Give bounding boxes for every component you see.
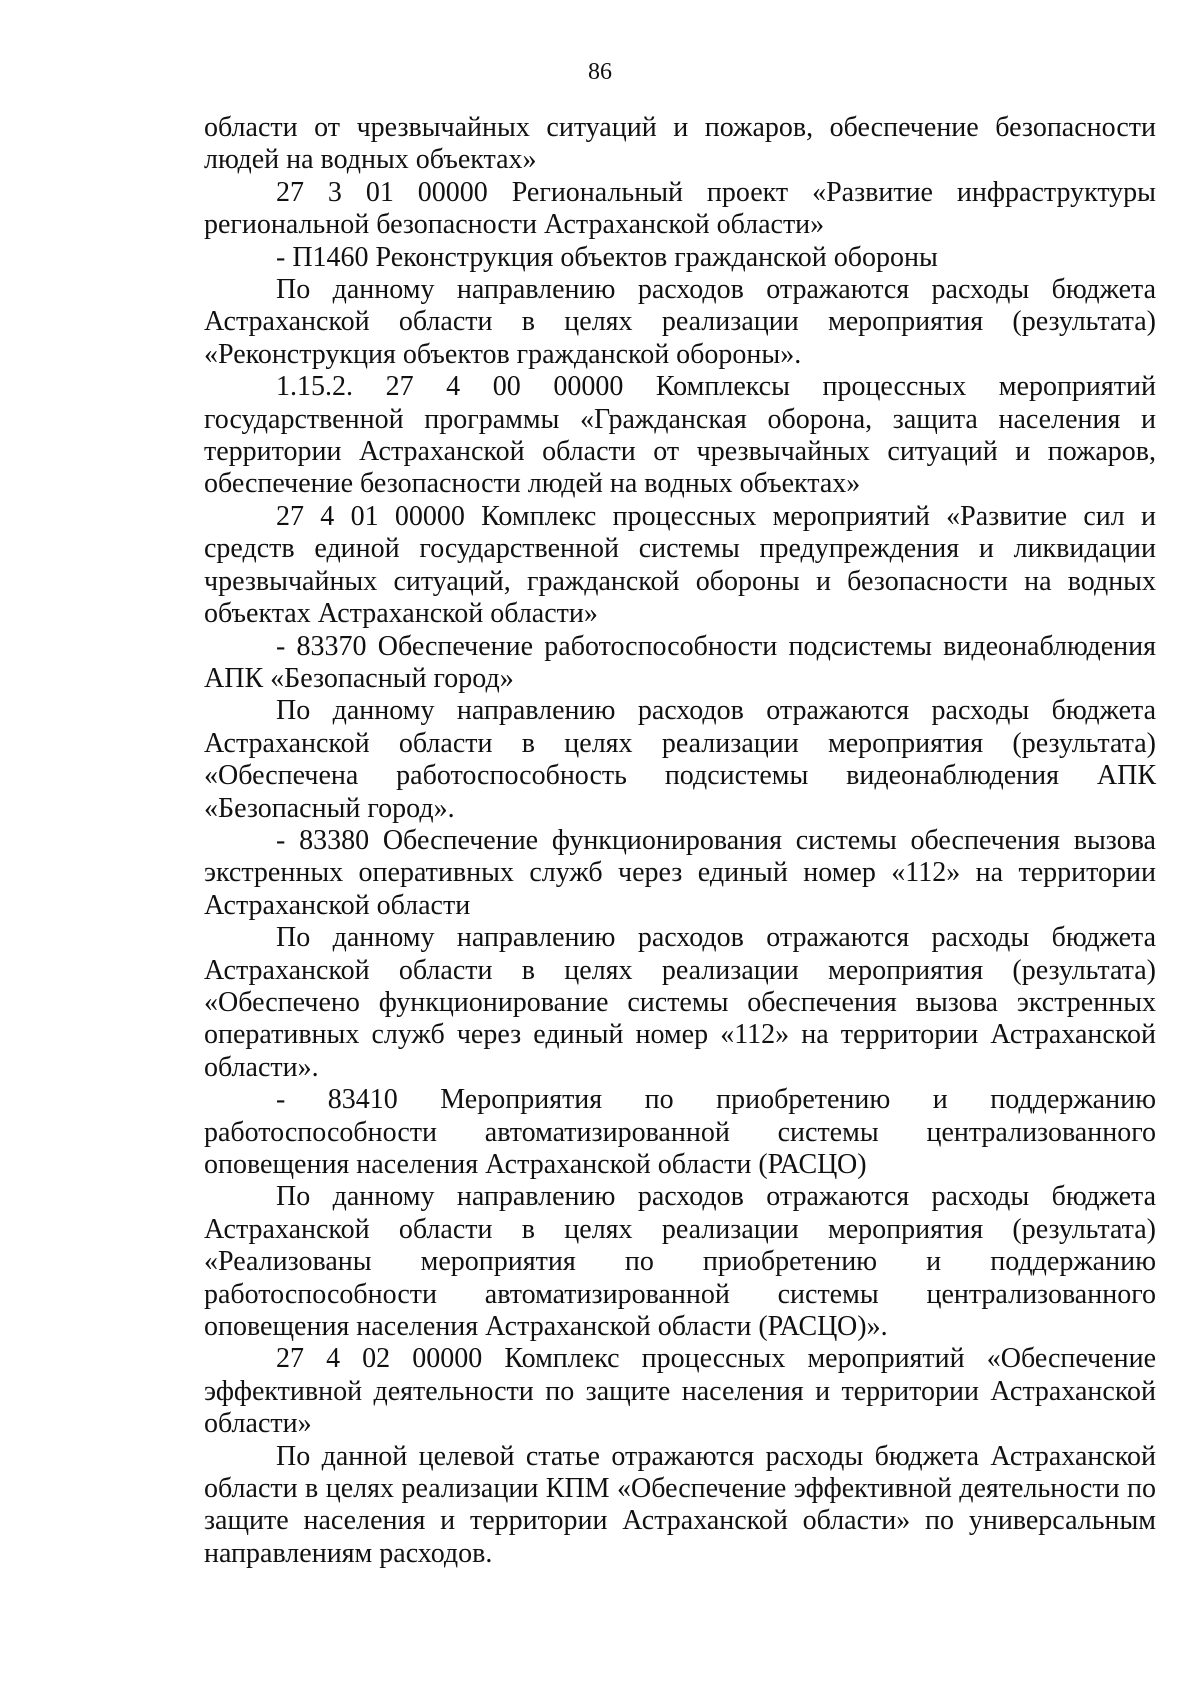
paragraph-continuation: области от чрезвычайных ситуаций и пожаров, обеспечение безопасности людей на водных объектах» — [204, 112, 1156, 176]
paragraph-description-p1460: По данному направлению расходов отражаются расходы бюджета Астраханской области в целях реализации мероприятия (результата) «Реконструкция объектов гражданской обороны». — [204, 274, 1156, 370]
paragraph-item-p1460: - П1460 Реконструкция объектов гражданской обороны — [276, 241, 938, 273]
paragraph-description-27-4-02: По данной целевой статье отражаются расходы бюджета Астраханской области в целях реализации КПМ «Обеспечение эффективной деятельности по защите населения и территории Астраханской области» по универсальным направлениям расходов. — [204, 1440, 1156, 1569]
paragraph-description-83380: По данному направлению расходов отражаются расходы бюджета Астраханской области в целях реализации мероприятия (результата) «Обеспечено функционирование системы обеспечения вызова экстренных оперативных служб через единый номер «112» на территории Астраханской области». — [204, 922, 1156, 1083]
paragraph-complex-27-4-01: 27 4 01 00000 Комплекс процессных мероприятий «Развитие сил и средств единой государственной системы предупреждения и ликвидации чрезвычайных ситуаций, гражданской обороны и безопасности на водных объектах Астраханской области» — [204, 500, 1156, 630]
page-number: 86 — [588, 59, 612, 85]
paragraph-section-1-15-2: 1.15.2. 27 4 00 00000 Комплексы процессных мероприятий государственной программы «Гражданская оборона, защита населения и территории Астраханской области от чрезвычайных ситуаций и пожаров, обеспечение безопасности людей на водных объектах» — [204, 371, 1156, 500]
paragraph-item-83380: - 83380 Обеспечение функционирования системы обеспечения вызова экстренных оперативных служб через единый номер «112» на территории Астраханской области — [204, 824, 1156, 921]
paragraph-item-83410: - 83410 Мероприятия по приобретению и поддержанию работоспособности автоматизированной системы централизованного оповещения населения Астраханской области (РАСЦО) — [204, 1084, 1156, 1180]
document-body — [204, 112, 1156, 1570]
paragraph-description-83410: По данному направлению расходов отражаются расходы бюджета Астраханской области в целях реализации мероприятия (результата) «Реализованы мероприятия по приобретению и поддержанию работоспособности автоматизированной системы централизованного оповещения населения Астраханской области (РАСЦО)». — [204, 1181, 1156, 1343]
paragraph-complex-27-4-02: 27 4 02 00000 Комплекс процессных мероприятий «Обеспечение эффективной деятельности по защите населения и территории Астраханской области» — [204, 1343, 1156, 1440]
paragraph-regional-project: 27 3 01 00000 Региональный проект «Развитие инфраструктуры региональной безопасности Астраханской области» — [204, 176, 1156, 241]
paragraph-description-83370: По данному направлению расходов отражаются расходы бюджета Астраханской области в целях реализации мероприятия (результата) «Обеспечена работоспособность подсистемы видеонаблюдения АПК «Безопасный город». — [204, 695, 1156, 824]
paragraph-item-83370: - 83370 Обеспечение работоспособности подсистемы видеонаблюдения АПК «Безопасный город» — [204, 630, 1156, 694]
